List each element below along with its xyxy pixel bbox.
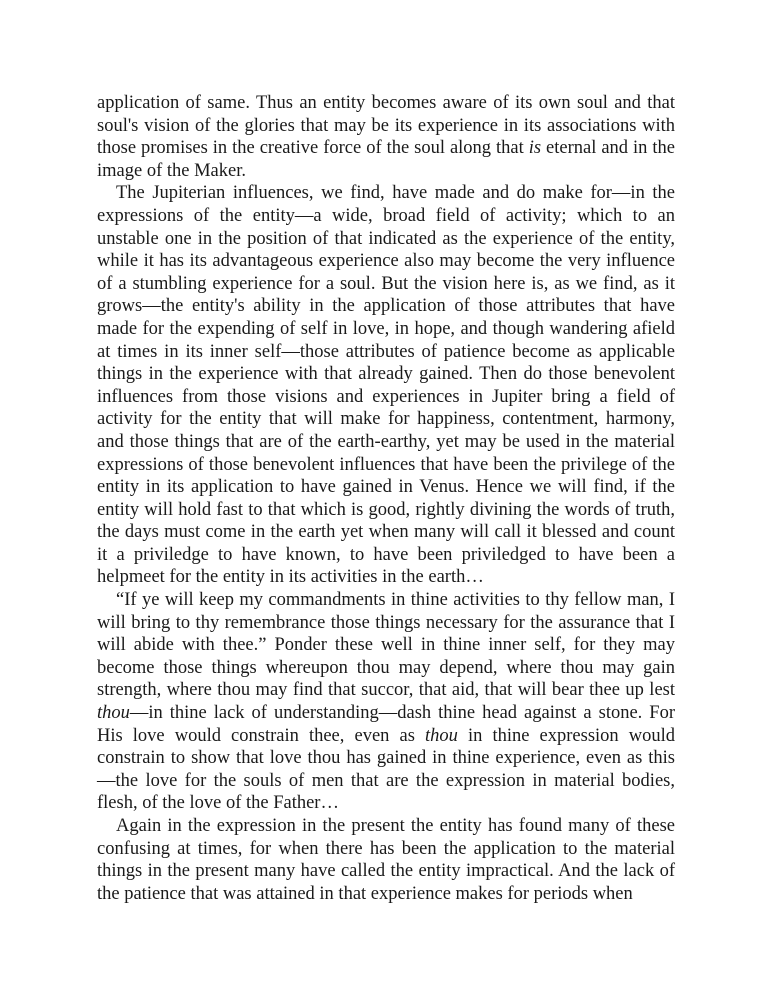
paragraph-3-italic-thou-2: thou xyxy=(425,725,458,746)
paragraph-3-text-b: —in thine lack of understanding—dash thine head against a stone. For His love would constrain thee, even as xyxy=(97,703,675,746)
document-page xyxy=(97,92,675,905)
paragraph-4-text: Again in the expression in the present the entity has found many of these confusing at times, for when there has been the application to the material things in the present many have called the entity impractical. And the lack of the patience that was attained in that experience makes for periods when xyxy=(97,816,675,904)
paragraph-2-text: The Jupiterian influences, we find, have made and do make for—in the expressions of the entity—a wide, broad field of activity; which to an unstable one in the position of that indicated as the experience of the entity, while it has its advantageous experience also may become the very influence of a stumbling experience for a soul. But the vision here is, as we find, as it grows—the entity's ability in the application of those attributes that have made for the expending of self in love, in hope, and though wandering afield at times in its inner self—those attributes of patience become as applicable things in the experience with that already gained. Then do those benevolent influences from those visions and experiences in Jupiter bring a field of activity for the entity that will make for happiness, contentment, harmony, and those things that are of the earth-earthy, yet may be used in the material expressions of those benevolent influences that have been the privilege of the entity in its application to have gained in Venus. Hence we will find, if the entity will hold fast to that which is good, rightly divining the words of truth, the days must come in the earth yet when many will call it blessed and count it a priviledge to have known, to have been priviledged to have been a helpmeet for the entity in its activities in the earth… xyxy=(97,183,675,588)
paragraph-1-text-b: eternal and in the image of the Maker. xyxy=(97,138,675,181)
paragraph-4 xyxy=(97,815,675,905)
paragraph-3 xyxy=(97,589,675,815)
paragraph-2 xyxy=(97,182,675,589)
paragraph-3-italic-thou-1: thou xyxy=(97,703,130,724)
paragraph-3-text-a: “If ye will keep my commandments in thine activities to thy fellow man, I will bring to thy remembrance those things necessary for the assurance that I will abide with thee.” Ponder these well in thine inner self, for they may become those things whereupon thou may depend, where thou may gain strength, where thou may find that succor, that aid, that will bear thee up lest xyxy=(97,590,675,701)
paragraph-1-italic-is: is xyxy=(528,138,542,159)
paragraph-3-text-c: in thine expression would constrain to show that love thou has gained in thine experience, even as this—the love for the souls of men that are the expression in material bodies, flesh, of the love of the Father… xyxy=(97,725,675,814)
paragraph-1 xyxy=(97,92,675,182)
paragraph-1-text-a: application of same. Thus an entity becomes aware of its own soul and that soul's vision of the glories that may be its experience in its associations with those promises in the creative force of the soul along that xyxy=(97,93,675,159)
